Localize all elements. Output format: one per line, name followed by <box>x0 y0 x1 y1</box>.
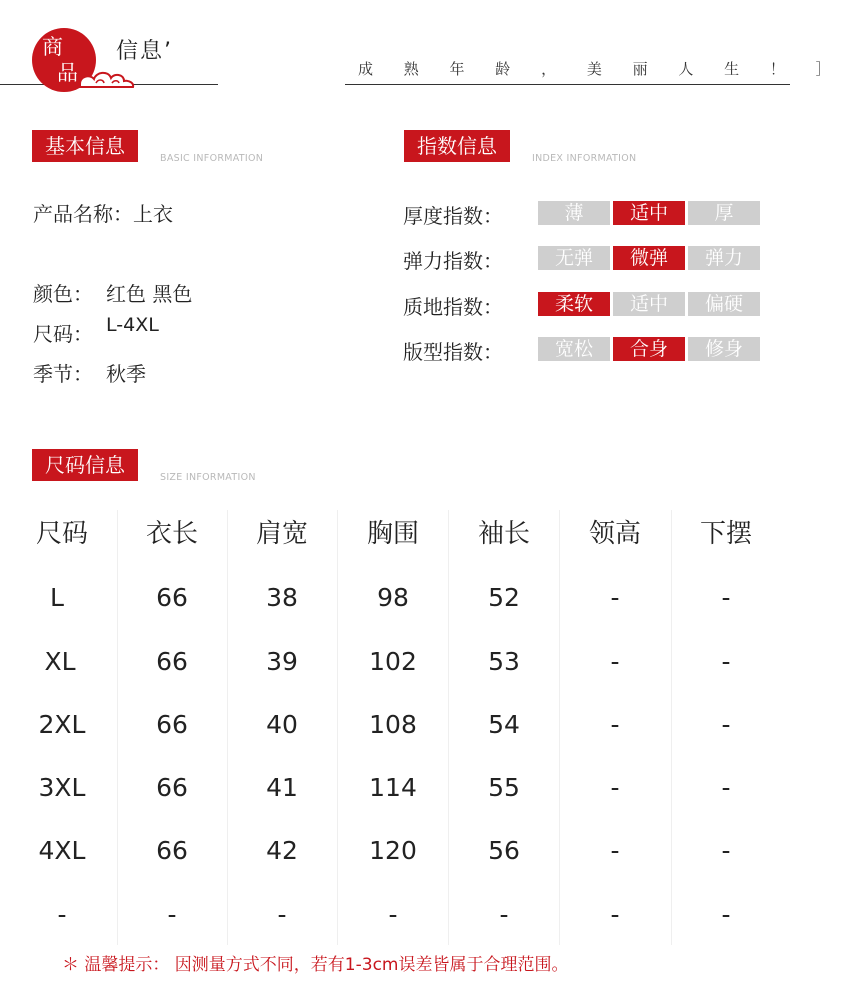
table-cell: - <box>721 836 731 865</box>
table-header: 肩宽 <box>255 519 308 549</box>
seal-char-1: 商 <box>42 35 63 59</box>
fit-label: 版型指数： <box>403 340 503 364</box>
elasticity-option-slight: 微弹 <box>613 246 685 270</box>
table-cell: - <box>721 900 731 929</box>
table-cell: XL <box>44 647 76 676</box>
size-value: L-4XL <box>106 314 159 336</box>
table-cell: 55 <box>488 773 520 802</box>
index-info-subtitle: INDEX INFORMATION <box>532 153 637 164</box>
table-header: 衣长 <box>145 519 198 549</box>
table-cell: 39 <box>266 647 298 676</box>
thickness-option-thick: 厚 <box>688 201 760 225</box>
table-cell: - <box>610 836 620 865</box>
elasticity-option-stretch: 弹力 <box>688 246 760 270</box>
table-cell: 66 <box>156 647 188 676</box>
table-cell: - <box>499 900 509 929</box>
table-header: 胸围 <box>366 519 419 549</box>
table-cell: 66 <box>156 836 188 865</box>
size-label: 尺码： <box>33 322 93 346</box>
texture-option-medium: 适中 <box>613 292 685 316</box>
table-header: 领高 <box>588 519 641 549</box>
table-cell: - <box>610 583 620 612</box>
fit-option-loose: 宽松 <box>538 337 610 361</box>
table-cell: - <box>721 647 731 676</box>
color-value: 红色 黑色 <box>106 282 193 306</box>
thickness-option-medium: 适中 <box>613 201 685 225</box>
table-cell: 3XL <box>38 773 86 802</box>
texture-option-soft: 柔软 <box>538 292 610 316</box>
table-cell: - <box>610 710 620 739</box>
table-cell: - <box>721 710 731 739</box>
table-cell: 41 <box>266 773 298 802</box>
product-name: 产品名称：上衣 <box>33 202 173 226</box>
table-cell: 38 <box>266 583 298 612</box>
texture-label: 质地指数： <box>403 295 503 319</box>
table-cell: 42 <box>266 836 298 865</box>
table-cell: - <box>721 583 731 612</box>
table-cell: 53 <box>488 647 520 676</box>
table-cell: 4XL <box>38 836 86 865</box>
table-cell: - <box>721 773 731 802</box>
seal-char-2: 品 <box>57 61 78 85</box>
table-cell: 66 <box>156 583 188 612</box>
table-cell: - <box>388 900 398 929</box>
fit-option-regular: 合身 <box>613 337 685 361</box>
auspicious-cloud-icon <box>76 66 138 92</box>
color-label: 颜色： <box>33 282 93 306</box>
table-cell: 120 <box>369 836 417 865</box>
table-cell: - <box>167 900 177 929</box>
table-cell: 52 <box>488 583 520 612</box>
elasticity-option-none: 无弹 <box>538 246 610 270</box>
table-cell: 114 <box>369 773 417 802</box>
table-cell: - <box>277 900 287 929</box>
elasticity-label: 弹力指数： <box>403 249 503 273</box>
measurement-note: ＊ 温馨提示： 因测量方式不同，若有1-3cm误差皆属于合理范围。 <box>62 955 569 975</box>
table-header: 尺码 <box>35 519 88 549</box>
table-cell: 66 <box>156 710 188 739</box>
table-cell: - <box>57 900 67 929</box>
basic-info-title: 基本信息 <box>32 130 138 162</box>
table-cell: 98 <box>377 583 409 612</box>
table-cell: L <box>50 583 64 612</box>
table-header: 袖长 <box>477 519 530 549</box>
texture-option-stiff: 偏硬 <box>688 292 760 316</box>
size-info-title: 尺码信息 <box>32 449 138 481</box>
table-cell: 108 <box>369 710 417 739</box>
table-cell: 102 <box>369 647 417 676</box>
basic-info-subtitle: BASIC INFORMATION <box>160 153 264 164</box>
table-cell: 54 <box>488 710 520 739</box>
table-cell: - <box>610 647 620 676</box>
header-line-right <box>345 84 790 85</box>
table-cell: 66 <box>156 773 188 802</box>
thickness-option-thin: 薄 <box>538 201 610 225</box>
table-cell: 40 <box>266 710 298 739</box>
header-title: 信息’ <box>116 39 173 64</box>
fit-option-slim: 修身 <box>688 337 760 361</box>
table-cell: - <box>610 900 620 929</box>
table-cell: 2XL <box>38 710 86 739</box>
table-cell: - <box>610 773 620 802</box>
header-slogan: 成 熟 年 龄 ， 美 丽 人 生 ！ ］ <box>358 60 844 78</box>
season-value: 秋季 <box>106 362 146 386</box>
table-header: 下摆 <box>699 519 752 549</box>
table-cell: 56 <box>488 836 520 865</box>
index-info-title: 指数信息 <box>404 130 510 162</box>
thickness-label: 厚度指数： <box>403 204 503 228</box>
season-label: 季节： <box>33 362 93 386</box>
size-info-subtitle: SIZE INFORMATION <box>160 472 256 483</box>
